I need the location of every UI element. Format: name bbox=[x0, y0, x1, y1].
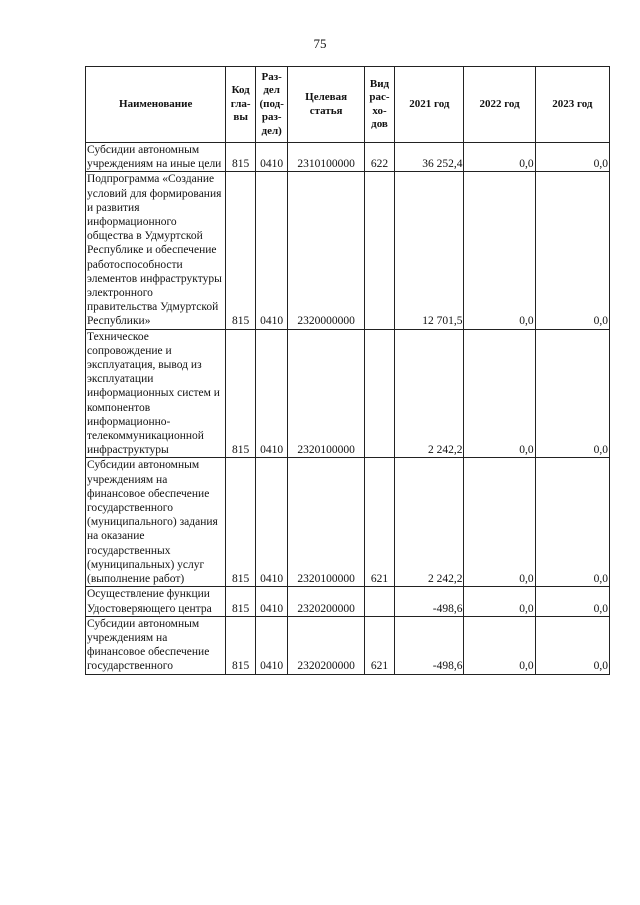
header-name: Наименование bbox=[86, 67, 226, 143]
row-section: 0410 bbox=[255, 329, 288, 458]
row-2023: 0,0 bbox=[535, 458, 609, 587]
row-section: 0410 bbox=[255, 616, 288, 674]
row-2021: -498,6 bbox=[395, 616, 464, 674]
table-row bbox=[86, 458, 610, 587]
row-section: 0410 bbox=[255, 143, 288, 172]
row-target: 2320200000 bbox=[288, 587, 364, 616]
row-section: 0410 bbox=[255, 172, 288, 329]
row-2023: 0,0 bbox=[535, 143, 609, 172]
row-code: 815 bbox=[226, 329, 256, 458]
row-code: 815 bbox=[226, 587, 256, 616]
row-kind: 621 bbox=[364, 616, 395, 674]
row-2022: 0,0 bbox=[464, 172, 535, 329]
row-2021: 2 242,2 bbox=[395, 458, 464, 587]
row-2022: 0,0 bbox=[464, 458, 535, 587]
row-2023: 0,0 bbox=[535, 616, 609, 674]
row-name: Субсидии автономным учреждениям на иные цели bbox=[86, 143, 226, 172]
row-name: Подпрограмма «Создание условий для формирования и развития информационного общества в Удмуртской Республике и обеспечение работоспособности элементов инфраструктуры электронного правительства Удмуртской Республики» bbox=[86, 172, 226, 329]
row-code: 815 bbox=[226, 143, 256, 172]
row-2022: 0,0 bbox=[464, 143, 535, 172]
table-row bbox=[86, 172, 610, 329]
row-name: Осуществление функции Удостоверяющего центра bbox=[86, 587, 226, 616]
row-target: 2320100000 bbox=[288, 329, 364, 458]
row-target: 2320000000 bbox=[288, 172, 364, 329]
row-target: 2320200000 bbox=[288, 616, 364, 674]
budget-table bbox=[85, 66, 610, 675]
row-2022: 0,0 bbox=[464, 616, 535, 674]
row-2022: 0,0 bbox=[464, 587, 535, 616]
table-row bbox=[86, 329, 610, 458]
row-2023: 0,0 bbox=[535, 172, 609, 329]
header-2021: 2021 год bbox=[395, 67, 464, 143]
row-name: Субсидии автономным учреждениям на финансовое обеспечение государственного bbox=[86, 616, 226, 674]
row-2021: 12 701,5 bbox=[395, 172, 464, 329]
row-target: 2320100000 bbox=[288, 458, 364, 587]
header-2022: 2022 год bbox=[464, 67, 535, 143]
table-header-row bbox=[86, 67, 610, 143]
table-row bbox=[86, 616, 610, 674]
row-2021: -498,6 bbox=[395, 587, 464, 616]
row-2021: 36 252,4 bbox=[395, 143, 464, 172]
row-target: 2310100000 bbox=[288, 143, 364, 172]
header-kind: Вид рас-хо-дов bbox=[364, 67, 395, 143]
row-2021: 2 242,2 bbox=[395, 329, 464, 458]
row-kind bbox=[364, 329, 395, 458]
row-section: 0410 bbox=[255, 458, 288, 587]
header-code: Код гла-вы bbox=[226, 67, 256, 143]
row-kind bbox=[364, 172, 395, 329]
header-section: Раз-дел (под-раз-дел) bbox=[255, 67, 288, 143]
row-kind bbox=[364, 587, 395, 616]
row-2023: 0,0 bbox=[535, 587, 609, 616]
row-code: 815 bbox=[226, 172, 256, 329]
row-kind: 621 bbox=[364, 458, 395, 587]
table-row bbox=[86, 143, 610, 172]
row-name: Техническое сопровождение и эксплуатация, вывод из эксплуатации информационных систем и компонентов информационно-телекоммуникационной инфраструктуры bbox=[86, 329, 226, 458]
header-target: Целевая статья bbox=[288, 67, 364, 143]
header-2023: 2023 год bbox=[535, 67, 609, 143]
table-row bbox=[86, 587, 610, 616]
page-number: 75 bbox=[313, 36, 327, 51]
row-section: 0410 bbox=[255, 587, 288, 616]
row-kind: 622 bbox=[364, 143, 395, 172]
row-code: 815 bbox=[226, 616, 256, 674]
row-code: 815 bbox=[226, 458, 256, 587]
row-name: Субсидии автономным учреждениям на финансовое обеспечение государственного (муниципального) задания на оказание государственных (муниципальных) услуг (выполнение работ) bbox=[86, 458, 226, 587]
row-2023: 0,0 bbox=[535, 329, 609, 458]
row-2022: 0,0 bbox=[464, 329, 535, 458]
